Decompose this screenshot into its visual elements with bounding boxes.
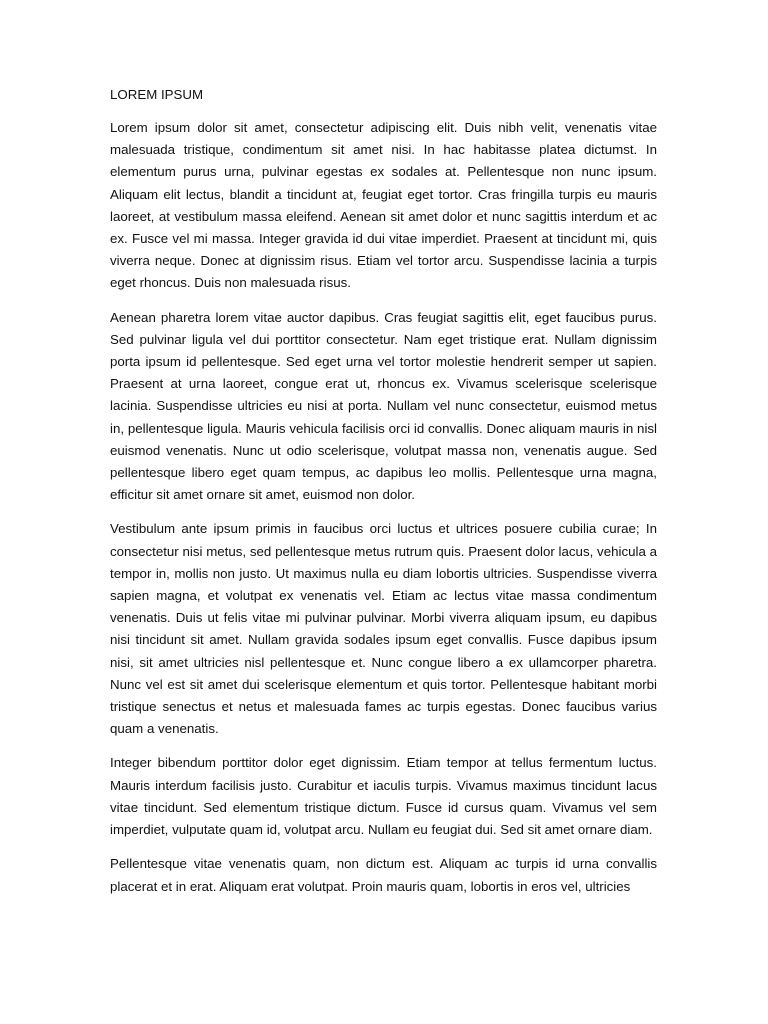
paragraph-4: Integer bibendum porttitor dolor eget dignissim. Etiam tempor at tellus fermentum luctus. Mauris interdum facilisis justo. Curabitur et iaculis turpis. Vivamus maximus tincidunt lacus vitae tincidunt. Sed elementum tristique dictum. Fusce id cursus quam. Vivamus vel sem imperdiet, vulputate quam id, volutpat arcu. Nullam eu feugiat dui. Sed sit amet ornare diam.	[110, 755, 657, 838]
document-body	[110, 84, 657, 910]
paragraph-3: Vestibulum ante ipsum primis in faucibus orci luctus et ultrices posuere cubilia curae; In consectetur nisi metus, sed pellentesque metus rutrum quis. Praesent dolor lacus, vehicula a tempor in, mollis non justo. Ut maximus nulla eu diam lobortis ultricies. Suspendisse viverra sapien magna, et volutpat ex venenatis vel. Etiam ac lectus vitae massa condimentum venenatis. Duis ut felis vitae mi pulvinar pulvinar. Morbi viverra aliquam ipsum, eu dapibus nisi tincidunt sit amet. Nullam gravida sodales ipsum eget convallis. Fusce dapibus ipsum nisi, sit amet ultricies nisl pellentesque et. Nunc congue libero a ex ullamcorper pharetra. Nunc vel est sit amet dui scelerisque elementum et quis tortor. Pellentesque habitant morbi tristique senectus et netus et malesuada fames ac turpis egestas. Donec faucibus varius quam a venenatis.	[110, 521, 657, 737]
document-heading: LOREM IPSUM	[110, 87, 204, 102]
paragraph-2: Aenean pharetra lorem vitae auctor dapibus. Cras feugiat sagittis elit, eget faucibus purus. Sed pulvinar ligula vel dui porttitor consectetur. Nam eget tristique erat. Nullam dignissim porta ipsum id pellentesque. Sed eget urna vel tortor molestie hendrerit semper ut sapien. Praesent at urna laoreet, congue erat ut, rhoncus ex. Vivamus scelerisque scelerisque lacinia. Suspendisse ultricies eu nisi at porta. Nullam vel nunc consectetur, euismod metus in, pellentesque ligula. Mauris vehicula facilisis orci id convallis. Donec aliquam mauris in nisl euismod venenatis. Nunc ut odio scelerisque, volutpat massa non, venenatis augue. Sed pellentesque libero eget quam tempus, ac dapibus leo mollis. Pellentesque urna magna, efficitur sit amet ornare sit amet, euismod non dolor.	[110, 309, 657, 503]
paragraph-5: Pellentesque vitae venenatis quam, non dictum est. Aliquam ac turpis id urna convallis placerat et in erat. Aliquam erat volutpat. Proin mauris quam, lobortis in eros vel, ultricies	[110, 856, 657, 894]
paragraph-1: Lorem ipsum dolor sit amet, consectetur adipiscing elit. Duis nibh velit, venenatis vitae malesuada tristique, condimentum sit amet nisi. In hac habitasse platea dictumst. In elementum purus urna, pulvinar egestas ex sodales at. Pellentesque non nunc ipsum. Aliquam elit lectus, blandit a tincidunt at, feugiat eget tortor. Cras fringilla turpis eu mauris laoreet, at vestibulum massa eleifend. Aenean sit amet dolor et nunc sagittis interdum et ac ex. Fusce vel mi massa. Integer gravida id dui vitae imperdiet. Praesent at tincidunt mi, quis viverra neque. Donec at dignissim risus. Etiam vel tortor arcu. Suspendisse lacinia a turpis eget rhoncus. Duis non malesuada risus.	[110, 120, 657, 291]
